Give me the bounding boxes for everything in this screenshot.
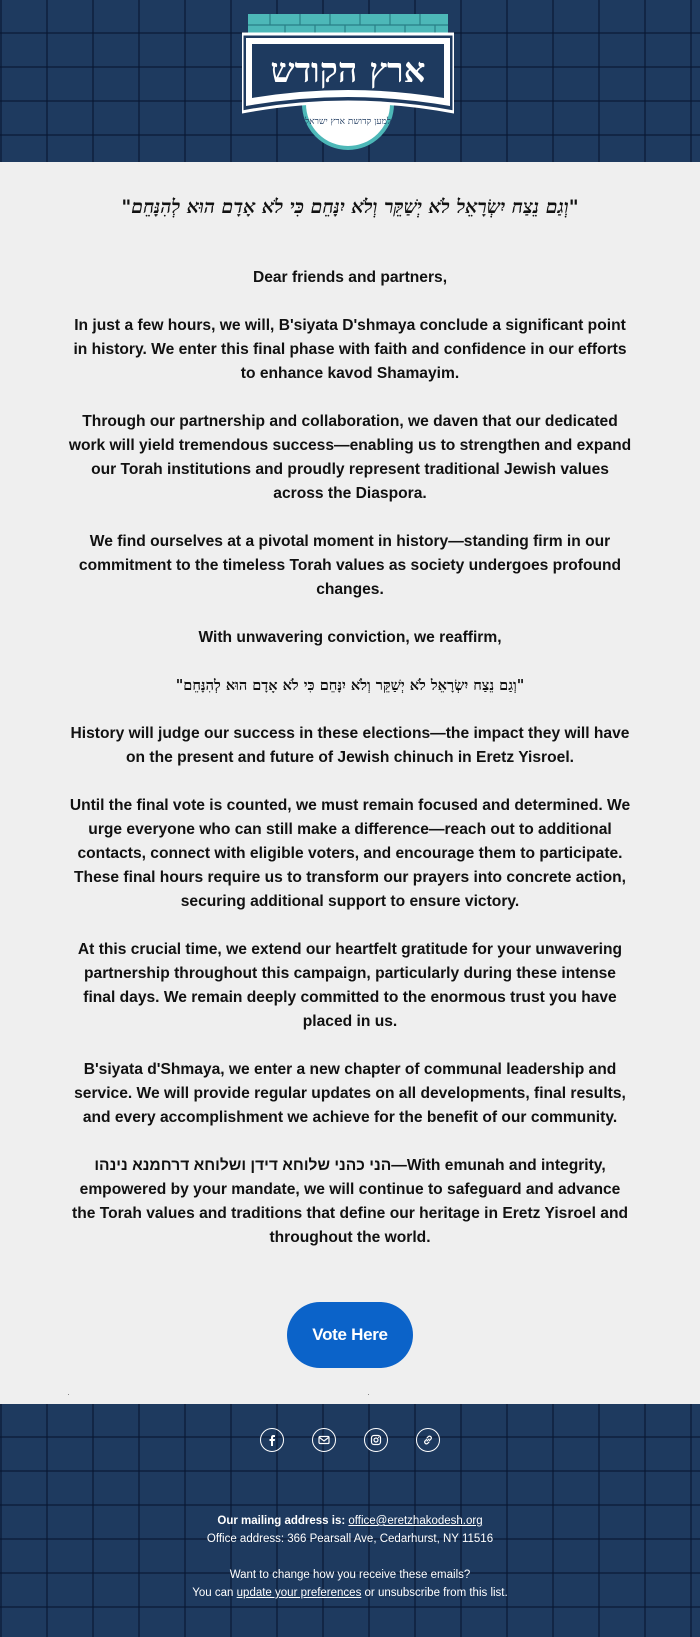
- change-prefs-text: Want to change how you receive these emails?: [229, 1569, 471, 1581]
- paragraph-5: History will judge our success in these elections—the impact they will have on the present and future of Jewish chinuch in Eretz Yisroel.: [70, 725, 630, 766]
- logo[interactable]: [242, 12, 454, 150]
- link-icon[interactable]: [416, 1428, 440, 1452]
- paragraph-8: B'siyata d'Shmaya, we enter a new chapter of communal leadership and service. We will provide regular updates on all developments, final results, and every accomplishment we achieve for the benefit of our community.: [74, 1061, 626, 1126]
- paragraph-7: At this crucial time, we extend our heartfelt gratitude for your unwavering partnership throughout this campaign, particularly during these intense final days. We remain deeply committed to the enormous trust you have placed in us.: [77, 941, 623, 1030]
- you-can-text: You can: [192, 1587, 234, 1599]
- logo-title: ארץ הקודש: [270, 51, 426, 91]
- paragraph-4: With unwavering conviction, we reaffirm,: [198, 629, 502, 646]
- hebrew-quote-inline: "וְגַם נֵצַח יִשְׂרָאֵל לֹא יְשַׁקֵּר וְלֹא יִנָּחֵם כִּי לֹא אָדָם הוּא לְהִנָּחֵם": [175, 677, 525, 694]
- divider-dot: [68, 1394, 69, 1395]
- social-links: [0, 1428, 700, 1452]
- paragraph-9: הני כהני שלוחא דידן ושלוחא דרחמנא נינהו—With emunah and integrity, empowered by your mandate, we will continue to safeguard and advance the Torah values and traditions that define our heritage in Eretz Yisroel and throughout the world.: [72, 1157, 628, 1246]
- office-address: Office address: 366 Pearsall Ave, Cedarhurst, NY 11516: [206, 1533, 494, 1545]
- paragraph-6: Until the final vote is counted, we must remain focused and determined. We urge everyone who can still make a difference—reach out to additional contacts, connect with eligible voters, and encourage them to participate. These final hours require us to transform our prayers into concrete action, securing additional support to ensure victory.: [69, 797, 631, 910]
- logo-subtitle: למען קדושת ארץ ישראל: [304, 117, 392, 127]
- preferences-line: [0, 1584, 700, 1602]
- email-body: [0, 162, 700, 1404]
- mailing-email-link[interactable]: office@eretzhakodesh.org: [348, 1515, 483, 1527]
- vote-here-button[interactable]: Vote Here: [287, 1302, 413, 1368]
- divider-dot: [368, 1394, 369, 1395]
- paragraph-1: In just a few hours, we will, B'siyata D'shmaya conclude a significant point in history. We enter this final phase with faith and confidence in our efforts to enhance kavod Shamayim.: [73, 317, 627, 382]
- paragraph-2: Through our partnership and collaboration, we daven that our dedicated work will yield tremendous success—enabling us to strengthen and expand our Torah institutions and proudly represent traditional Jewish values across the Diaspora.: [68, 413, 632, 502]
- message-text: [68, 266, 632, 1274]
- header-banner: [0, 0, 700, 162]
- facebook-icon[interactable]: [260, 1428, 284, 1452]
- paragraph-3: We find ourselves at a pivotal moment in history—standing firm in our commitment to the timeless Torah values as society undergoes profound changes.: [78, 533, 622, 598]
- mailing-label: Our mailing address is:: [217, 1515, 346, 1527]
- mailing-address-line: [0, 1512, 700, 1530]
- instagram-icon[interactable]: [364, 1428, 388, 1452]
- greeting: Dear friends and partners,: [252, 269, 448, 286]
- update-preferences-link[interactable]: update your preferences: [236, 1587, 362, 1599]
- email-icon[interactable]: [312, 1428, 336, 1452]
- footer-info: [0, 1512, 700, 1602]
- hebrew-quote-heading: "וְגַם נֵצַח יִשְׂרָאֵל לֹא יְשַׁקֵּר וְלֹא יִנָּחֵם כִּי לֹא אָדָם הוּא לְהִנָּחֵם": [121, 196, 579, 218]
- unsubscribe-text: or unsubscribe from this list.: [364, 1587, 508, 1599]
- footer: [0, 1404, 700, 1637]
